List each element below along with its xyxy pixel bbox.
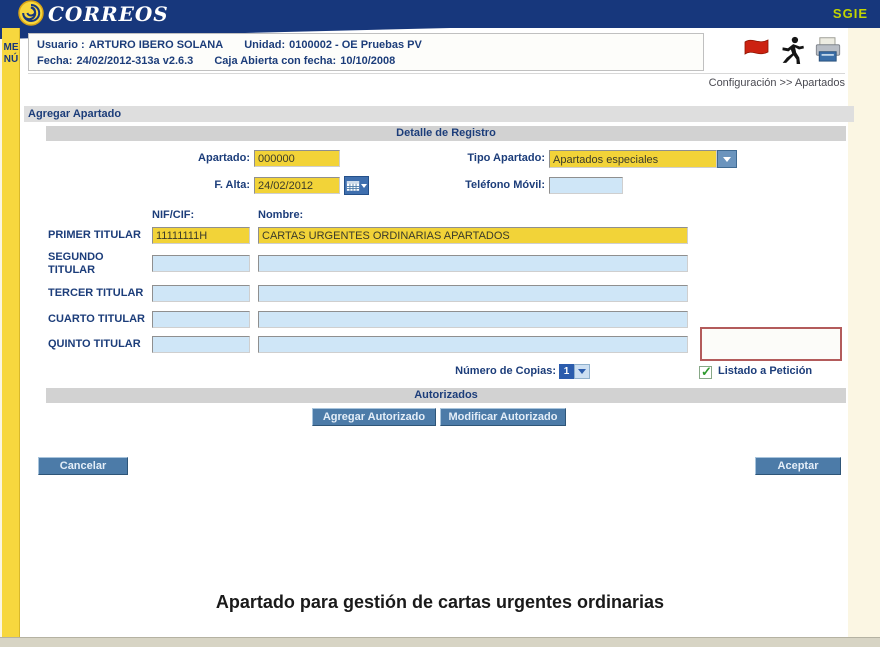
titular-4-nombre-input[interactable]	[258, 311, 688, 328]
menu-tab[interactable]	[2, 28, 20, 637]
copias-select[interactable]	[559, 364, 590, 379]
autorizados-section-title: Autorizados	[46, 388, 846, 403]
user-label: Usuario :	[37, 39, 85, 51]
titular-2-nombre-input[interactable]	[258, 255, 688, 272]
telefono-label: Teléfono Móvil:	[465, 179, 545, 191]
apartado-input[interactable]	[254, 150, 340, 167]
calendar-button[interactable]	[344, 176, 369, 195]
cancel-button[interactable]: Cancelar	[38, 457, 128, 475]
session-info-box	[28, 33, 704, 71]
nombre-column-header: Nombre:	[258, 209, 304, 221]
agregar-autorizado-button[interactable]: Agregar Autorizado	[312, 408, 436, 426]
correos-logo: CORREOS	[48, 2, 169, 26]
titular-row-label: TERCER TITULAR	[48, 287, 144, 299]
apartado-label: Apartado:	[198, 152, 250, 164]
tipo-apartado-select[interactable]	[549, 150, 737, 168]
nif-column-header: NIF/CIF:	[152, 209, 195, 221]
session-line-1	[37, 37, 695, 53]
unit-value: 0100002 - OE Pruebas PV	[289, 39, 422, 51]
detail-section-title: Detalle de Registro	[46, 126, 846, 141]
caja-value: 10/10/2008	[340, 55, 396, 67]
titular-row-label: CUARTO TITULAR	[48, 313, 145, 325]
titular-5-nombre-input[interactable]	[258, 336, 688, 353]
session-line-2	[37, 53, 695, 69]
titular-4-nif-input[interactable]	[152, 311, 250, 328]
titular-row-label: SEGUNDO TITULAR	[48, 251, 104, 276]
chevron-down-icon[interactable]	[717, 150, 737, 168]
titular-2-nif-input[interactable]	[152, 255, 250, 272]
flag-icon[interactable]	[742, 36, 770, 64]
correos-swirl-icon	[18, 0, 44, 26]
chevron-down-icon	[361, 184, 367, 188]
modificar-autorizado-button[interactable]: Modificar Autorizado	[440, 408, 566, 426]
figure-caption: Apartado para gestión de cartas urgentes ordinarias	[215, 592, 665, 612]
titular-3-nombre-input[interactable]	[258, 285, 688, 302]
header-separator	[28, 73, 845, 74]
highlight-box	[700, 327, 842, 361]
listado-checkbox[interactable]	[699, 366, 712, 379]
menu-tab-label: MENÚ	[3, 42, 19, 65]
app-title-sgie: SGIE	[832, 6, 868, 21]
accept-button[interactable]: Aceptar	[755, 457, 841, 475]
titular-row-label: PRIMER TITULAR	[48, 229, 141, 241]
header-icons	[742, 36, 842, 64]
date-value: 24/02/2012-313a v2.6.3	[76, 55, 194, 67]
tipo-apartado-value: Apartados especiales	[549, 150, 717, 168]
titular-row-label: QUINTO TITULAR	[48, 338, 141, 350]
titular-1-nombre-input[interactable]	[258, 227, 688, 244]
falta-label: F. Alta:	[214, 179, 250, 191]
chevron-down-icon[interactable]	[574, 364, 590, 379]
telefono-input[interactable]	[549, 177, 623, 194]
horizontal-scrollbar[interactable]	[0, 637, 880, 647]
titular-3-nif-input[interactable]	[152, 285, 250, 302]
running-person-icon[interactable]	[778, 36, 806, 64]
user-value: ARTURO IBERO SOLANA	[88, 39, 224, 51]
page-title: Agregar Apartado	[24, 106, 854, 122]
caja-label: Caja Abierta con fecha:	[214, 55, 337, 67]
tipo-apartado-label: Tipo Apartado:	[467, 152, 545, 164]
titular-1-nif-input[interactable]	[152, 227, 250, 244]
falta-input[interactable]	[254, 177, 340, 194]
unit-label: Unidad:	[244, 39, 286, 51]
printer-icon[interactable]	[814, 36, 842, 64]
titular-5-nif-input[interactable]	[152, 336, 250, 353]
copias-value: 1	[559, 364, 574, 379]
listado-label: Listado a Petición	[718, 365, 813, 377]
copias-label: Número de Copias:	[455, 365, 556, 377]
date-label: Fecha:	[37, 55, 73, 67]
breadcrumb[interactable]: Configuración >> Apartados	[708, 77, 845, 89]
